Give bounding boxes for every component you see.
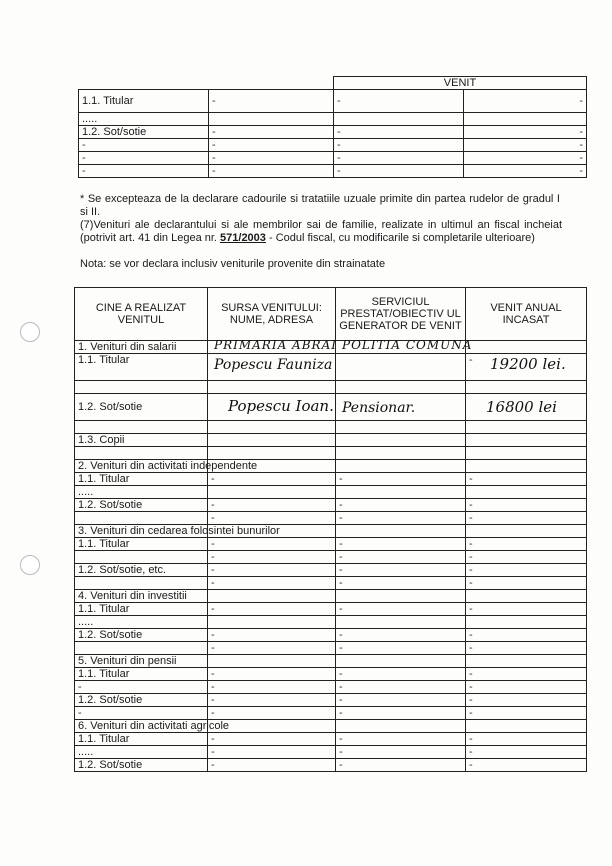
col-header-amount: VENIT ANUAL INCASAT: [466, 288, 587, 341]
table-row: - - - -: [75, 707, 587, 720]
section-row: 2. Venituri din activitati independente: [75, 460, 587, 473]
income-header-row: [75, 288, 587, 341]
venit-header: VENIT: [334, 77, 587, 90]
col-header-who: CINE A REALIZAT VENITUL: [75, 288, 208, 341]
hole-punch-mark: [20, 555, 40, 575]
handwritten-spouse-name: Popescu Ioan.: [228, 397, 334, 415]
table-row: - - - -: [79, 139, 587, 152]
table-row: - - - -: [75, 681, 587, 694]
table-row: 1.2. Sot/sotie - - -: [79, 126, 587, 139]
handwritten-spouse-amount: 16800 lei: [486, 398, 557, 416]
handwritten-titular-name: Popescu Fauniza: [214, 357, 333, 373]
col-header-service: SERVICIUL PRESTAT/OBIECTIV UL GENERATOR DE VENIT: [336, 288, 466, 341]
table-row: - - - -: [79, 165, 587, 178]
table-row: ..... - - -: [75, 746, 587, 759]
section-row: 4. Venituri din investitii: [75, 590, 587, 603]
table-row: 1.2. Sot/sotie - - -: [75, 694, 587, 707]
table-row: 1.2. Sot/sotie - - -: [75, 629, 587, 642]
law-number: 571/2003: [220, 232, 266, 244]
table-row: - - -: [75, 551, 587, 564]
section-row: 6. Venituri din activitati agricole: [75, 720, 587, 733]
note-exception: * Se excepteaza de la declarare cadourile si tratatiile uzuale primite din partea rudelor de gradul I si II.: [80, 193, 560, 218]
table-row: 1.2. Sot/sotie: [75, 394, 587, 421]
table-row: 1.2. Sot/sotie, etc. - - -: [75, 564, 587, 577]
table-row: [75, 421, 587, 434]
table-row: - - -: [75, 512, 587, 525]
table-row: .....: [79, 113, 587, 126]
table-row: [75, 447, 587, 460]
table-row: 1.1. Titular - - -: [75, 603, 587, 616]
col-header-source: SURSA VENITULUI: NUME, ADRESA: [208, 288, 336, 341]
table-row: - - -: [75, 642, 587, 655]
table-row: 1.2. Sot/sotie - - -: [75, 499, 587, 512]
handwritten-spouse-service: Pensionar.: [342, 400, 416, 416]
table-row: 1.1. Titular - - -: [75, 733, 587, 746]
venit-header-row: [79, 77, 587, 90]
handwritten-employer: PRIMARIA ABRAI: [214, 338, 337, 352]
table-row: - - - -: [79, 152, 587, 165]
table-row: 1.3. Copii: [75, 434, 587, 447]
hole-punch-mark: [20, 322, 40, 342]
table-row: 1.1. Titular - - -: [79, 90, 587, 113]
table-row: 1.1. Titular - - -: [75, 538, 587, 551]
handwritten-service: POLITIA COMUNA: [342, 338, 473, 352]
table-row: - - -: [75, 577, 587, 590]
note-foreign-income: Nota: se vor declara inclusiv veniturile provenite din strainatate: [80, 258, 386, 270]
table-row: 1.2. Sot/sotie - - -: [75, 759, 587, 772]
section-row: 5. Venituri din pensii: [75, 655, 587, 668]
section-row: 3. Venituri din cedarea folosintei bunurilor: [75, 525, 587, 538]
handwritten-titular-amount: 19200 lei.: [490, 355, 566, 373]
table-row: .....: [75, 486, 587, 499]
note-income-definition: (7)Venituri ale declarantului si ale membrilor sai de familie, realizate in ultimul an fiscal incheiat (potrivit art. 41 din Legea nr. 571/2003 - Codul fiscal, cu modificarile si completarile ulterioare): [80, 219, 562, 244]
table-row: 1.1. Titular -: [75, 354, 587, 381]
table-row: .....: [75, 616, 587, 629]
section-row: 1. Venituri din salarii: [75, 341, 587, 354]
table-row: [75, 381, 587, 394]
venit-table: [78, 76, 587, 178]
table-row: 1.1. Titular - - -: [75, 668, 587, 681]
table-row: 1.1. Titular - - -: [75, 473, 587, 486]
